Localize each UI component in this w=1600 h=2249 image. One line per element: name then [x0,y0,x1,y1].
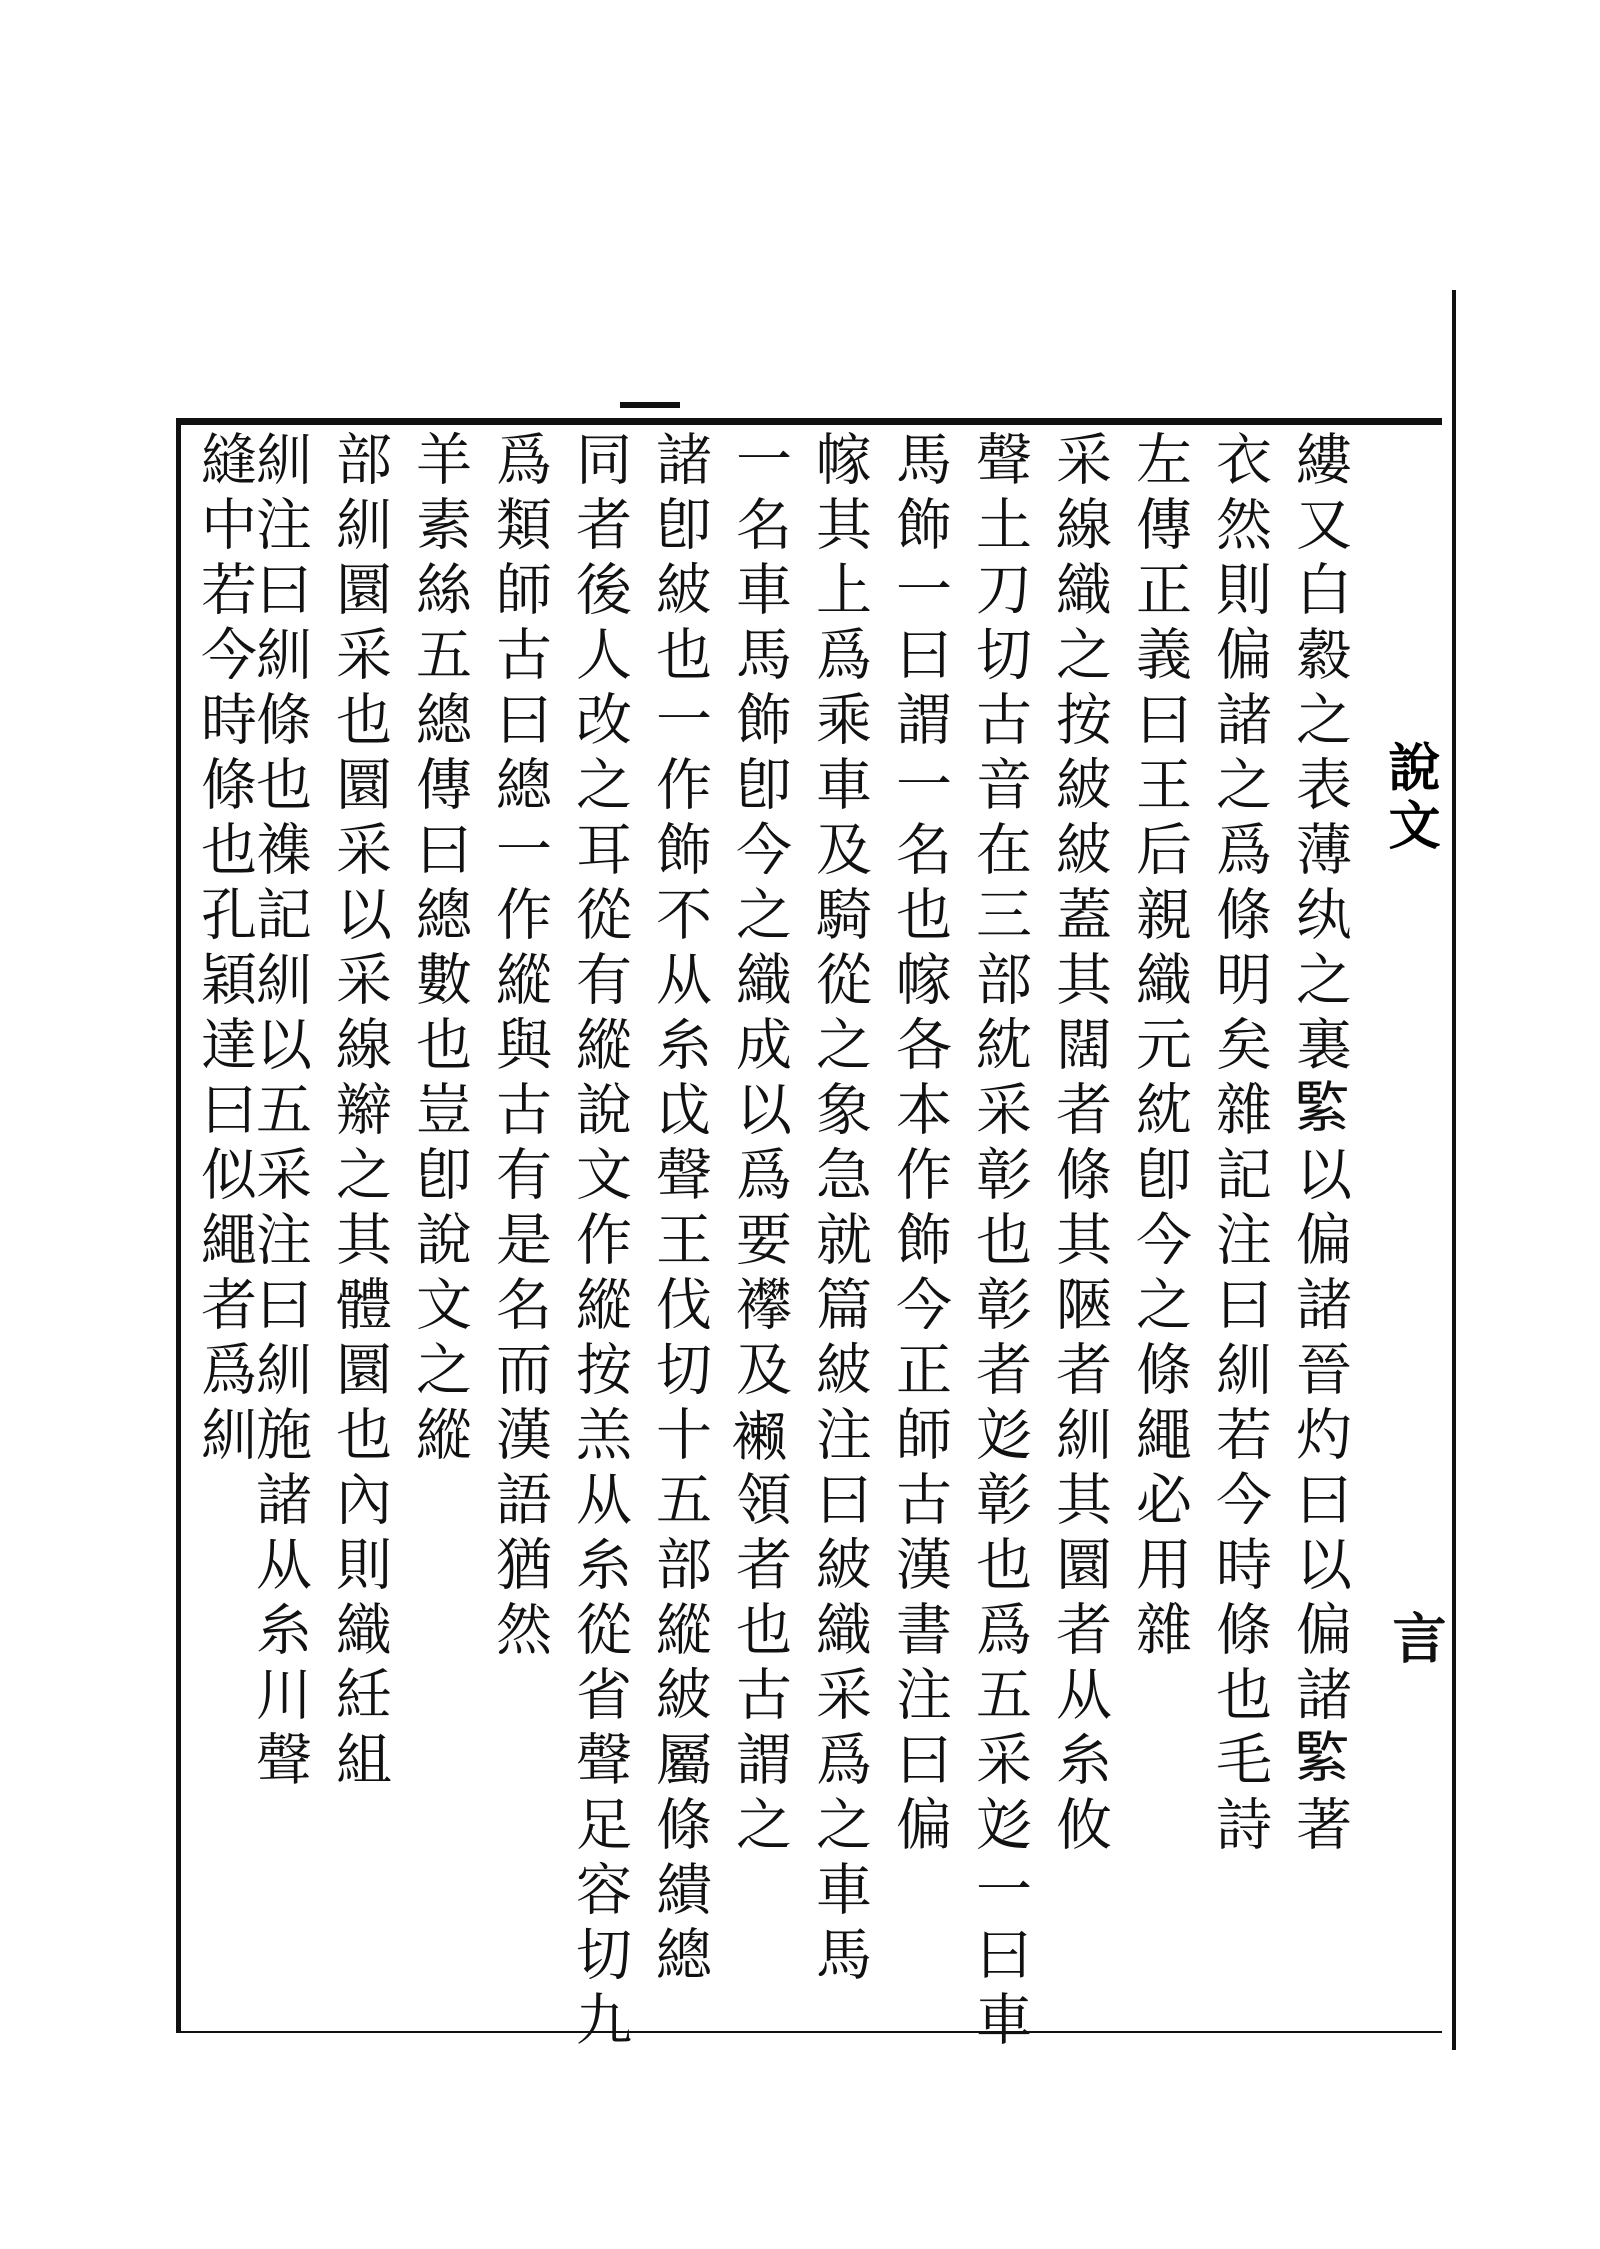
text-column: 左傳正義曰王后親織元紞卽今之條繩必用雜 [1127,430,1192,1665]
text-column: 采線織之按紴紴蓋其闊者條其陿者紃其圜者从糸攸 [1047,430,1112,1860]
text-column: 同者後人改之耳從有縱說文作縱按羔从糸從省聲足容切九 [567,430,632,2055]
text-column: 爲類師古曰總一作縱與古有是名而漢語猶然 [487,430,552,1665]
text-column: 羊素絲五總傳曰總數也豈卽說文之縱 [407,430,472,1470]
text-column: 幏其上爲乘車及騎從之象急就篇紴注曰紴織采爲之車馬 [807,430,872,1990]
text-column: 部紃圜采也圜采以采線辮之其體圜也內則織紝組 [327,430,392,1795]
text-column: 衣然則偏諸之爲條明矣雜記注曰紃若今時條也毛詩 [1207,430,1272,1860]
text-column: 馬飾一曰謂一名也幏各本作飾今正師古漢書注曰偏 [887,430,952,1860]
text-column: 諸卽紴也一作飾不从糸戉聲王伐切十五部縱紴屬條繢總 [647,430,712,1990]
side-mark: 言 [1384,1610,1448,1664]
top-tick-mark [620,402,680,408]
text-column: 一名車馬飾卽今之織成以爲要襻及𧝝領者也古謂之 [727,430,792,1860]
gutter-rule [1452,290,1456,2050]
gutter-label: 說文 [1379,740,1440,856]
text-column: 聲土刀切古音在三部紞采彰也彰者彣彰也爲五采彣一曰車 [967,430,1032,2055]
text-column: 紃注曰紃條也襍記紃以五采注曰紃施諸从糸川聲 [247,430,312,1795]
text-column: 縫中若今時條也孔穎達曰似繩者爲紃 [192,430,257,1470]
text-column: 縷又白縠之表薄纨之裏𦂳以偏諸晉灼曰以偏諸𦂳著 [1287,430,1352,1860]
